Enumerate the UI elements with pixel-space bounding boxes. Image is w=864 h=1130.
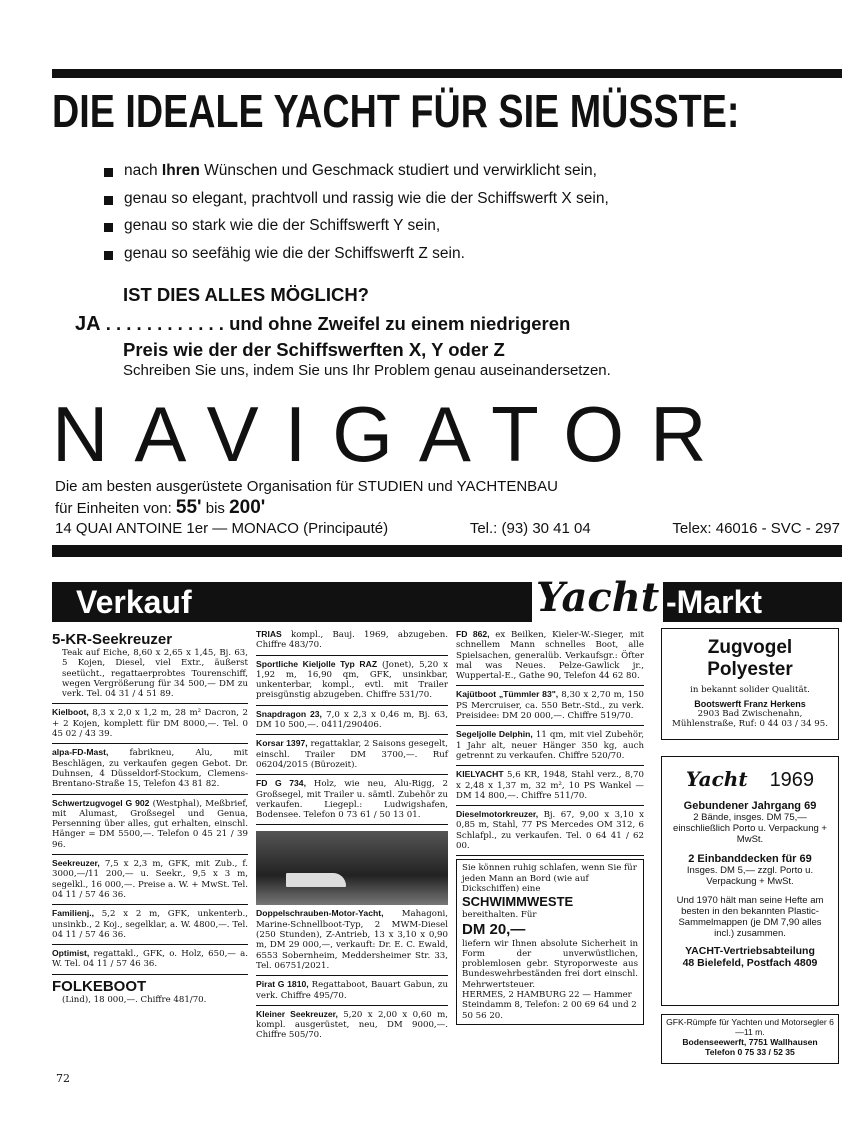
classified-ad: FOLKEBOOT (Lind), 18 000,—. Chiffre 481/70.: [52, 977, 207, 1005]
classified-ad: FD G 734, Holz, wie neu, Alu-Rigg, 2 Großsegel, mit Trailer u. sämtl. Zubehör zu verkaufen. Liegepl.: Ludwigshafen, Bodensee. Telefon 0 73 61 / 50 13 01.: [256, 775, 448, 825]
classified-ad: Sportliche Kieljolle Typ RAZ (Jonet), 5,20 x 1,92 m, 16,90 qm, GFK, unsinkbar, unkenterbar, kompl., evtl. mit Trailer preisgünstig abzugeben. Chiffre 531/70.: [256, 656, 448, 706]
banner-verkauf: Verkauf: [76, 584, 192, 620]
answer-ja: JA: [75, 313, 101, 335]
telephone: Tel.: (93) 30 41 04: [469, 520, 591, 537]
life-vest-ad: Sie können ruhig schlafen, wenn Sie für jeden Mann an Bord (wie auf Dickschiffen) eine SCHWIMMWESTE bereithalten. Für DM 20,— liefern wir Ihnen absolute Sicherheit in Form der unverwüstlichen, problemlosen gebr. Styroporweste aus Bundeswehrbeständen frei dort einschl. Mehrwertsteuer. HERMES, 2 HAMBURG 22 — Hammer Steindamm 8, Telefon: 2 00 69 64 und 2 50 56 20.: [456, 859, 644, 1025]
classified-ad: Segeljolle Delphin, 11 qm, mit viel Zubehör, 1 Jahr alt, neuer Hänger 350 kg, auch getrennt zu verkaufen. Chiffre 520/70.: [456, 726, 644, 766]
classified-ad: FD 862, ex Beilken, Kieler-W.-Sieger, mit schnellem Mann schnelles Boot, alle Spielsachen, generalüb. Verkaufsgr.: Öfter mal was Neues. Pelze-Gawlick jr., Wuppertal-E., Gathe 90, Telefon 44 62 80.: [456, 626, 644, 686]
units-to: 200': [229, 497, 266, 518]
address-line: [55, 520, 840, 537]
answer-line-1: [75, 313, 570, 336]
classified-ad: Seekreuzer, 7,5 x 2,3 m, GFK, mit Zub., f. 3000,—/11 200,— u. Seekr., 9,5 x 3 m, segelkl., 16 000,—. Preise a. W. + MwSt. Tel. 04 11 / 57 46 36.: [52, 855, 248, 905]
brand-navigator: NAVIGATOR: [52, 390, 733, 478]
bottom-rule: [52, 545, 842, 557]
vest-title: SCHWIMMWESTE: [462, 894, 574, 910]
gfk-ad: GFK-Rümpfe für Yachten und Motorsegler 6—11 m. Bodenseewerft, 7751 Wallhausen Telefon 0 75 33 / 52 35: [661, 1014, 839, 1064]
ads-column-2: [256, 626, 448, 1045]
classified-ad: Snapdragon 23, 7,0 x 2,3 x 0,46 m, Bj. 63, DM 10 500,—. 0411/290406.: [256, 706, 448, 736]
classified-ad: KIELYACHT 5,6 KR, 1948, Stahl verz., 8,70 x 2,48 x 1,37 m, 32 m², 10 PS Wankel — DM 14 800,—. Chiffre 511/70.: [456, 766, 644, 806]
classified-ad: 5-KR-Seekreuzer Teak auf Eiche, 8,60 x 2,65 x 1,45, Bj. 63, 5 Kojen, Diesel, viel Extr., äußerst seetücht., regattaerprobtes Tourenschiff, wegen Vergrößerung für 34 500,— DM zu verk. Tel. 04 31 / 4 51 89.: [52, 628, 248, 704]
question: IST DIES ALLES MÖGLICH?: [123, 284, 369, 305]
banner-markt: -Markt: [666, 584, 763, 620]
yacht-1969-ad: Yacht 1969 Gebundener Jahrgang 69 2 Bände, insges. DM 75,— einschließlich Porto u. Verpackung + MwSt. 2 Einbanddecken für 69 Insges. DM 5,— zzgl. Porto u. Verpackung + MwSt. Und 1970 hält man seine Hefte am besten in den bekannten Plastic-Sammelmappen (je DM 7,90 alles incl.) zusammen. YACHT-Vertriebsabteilung 48 Bielefeld, Postfach 4809: [661, 756, 839, 1006]
zugvogel-ad: Zugvogel Polyester in bekannt solider Qualität. Bootswerft Franz Herkens 2903 Bad Zwischenahn, Mühlenstraße, Ruf: 0 44 03 / 34 95.: [661, 628, 839, 740]
classified-ad: Kielboot, 8,3 x 2,0 x 1,2 m, 28 m² Dacron, 2 + 2 Kojen, komplett für DM 8000,—. Tel. 0 45 02 / 43 39.: [52, 704, 248, 744]
bullet-item: genau so elegant, prachtvoll und rassig wie die der Schiffswerft X sein,: [104, 188, 609, 216]
units-from: 55': [175, 497, 202, 518]
answer-line-3: Schreiben Sie uns, indem Sie uns Ihr Problem genau auseinandersetzen.: [123, 362, 611, 379]
yacht-1969-header: Yacht 1969: [685, 767, 815, 791]
address: 14 QUAI ANTOINE 1er — MONACO (Principauté): [55, 520, 389, 537]
classified-ad: Kleiner Seekreuzer, 5,20 x 2,00 x 0,60 m, kompl. ausgerüstet, neu, DM 9000,—. Chiffre 505/70.: [256, 1008, 448, 1041]
ads-column-3: [456, 626, 644, 1025]
motor-yacht-photo: [256, 831, 448, 905]
top-rule: [52, 69, 842, 78]
vest-price: DM 20,—: [462, 920, 526, 938]
classified-ad: Schwertzugvogel G 902 (Westphal), Meßbrief, mit Alumast, Großsegel und Genua, Persenning über alles, gut erhalten, einschl. Hänger = DM 5500,—. Telefon 0 45 21 / 39 96.: [52, 795, 248, 855]
banner-yacht-logo: Yacht: [532, 572, 663, 624]
classified-ad: Optimist, regattakl., GFK, o. Holz, 650,— a. W. Tel. 04 11 / 57 46 36.: [52, 945, 248, 975]
page-number: 72: [56, 1072, 70, 1085]
yacht-logo: Yacht: [685, 767, 748, 791]
answer-line-2: Preis wie der der Schiffswerften X, Y oder Z: [123, 339, 505, 360]
classified-ad: Familienj., 5,2 x 2 m, GFK, unkenterb., unsinkb., 2 Koj., segelklar, a. W. 4800,—. Tel. 04 11 / 57 46 36.: [52, 905, 248, 945]
ads-column-1: [52, 628, 248, 1009]
bullet-item: genau so seefähig wie die der Schiffswerft Z sein.: [104, 243, 609, 271]
classified-ad: TRIAS kompl., Bauj. 1969, abzugeben. Chiffre 483/70.: [256, 626, 448, 656]
classified-ad: Dieselmotorkreuzer, Bj. 67, 9,00 x 3,10 x 0,85 m, Stahl, 77 PS Mercedes OM 312, 6 Schlafpl., zu verkaufen. Tel. 0 64 41 / 62 00.: [456, 806, 644, 856]
units-line: für Einheiten von: 55' bis 200': [55, 497, 266, 518]
bullet-list: [104, 160, 609, 270]
classified-ad: Kajütboot „Tümmler 83", 8,30 x 2,70 m, 150 PS Mercruiser, ca. 550 Betr.-Std., zu verk. Preisidee: DM 20 000,—. Chiffre 519/70.: [456, 686, 644, 726]
org-line: Die am besten ausgerüstete Organisation für STUDIEN und YACHTENBAU: [55, 478, 558, 495]
classified-ad: Pirat G 1810, Regattaboot, Bauart Gabun, zu verk. Chiffre 495/70.: [256, 976, 448, 1006]
classified-ad: Doppelschrauben-Motor-Yacht, Mahagoni, Marine-Schnellboot-Typ, 2 MWM-Diesel (250 Stunden), Z-Antrieb, 13 x 3,10 x 0,90 m, DM 29 000,—, verkauft: Dr. E. C. Ewald, 6553 Sobernheim, Meddersheimer Str. 33, Tel. 06751/2021.: [256, 825, 448, 976]
classified-ad: alpa-FD-Mast, fabrikneu, Alu, mit Beschlägen, zu verkaufen gegen Gebot. Dr. Duhnsen, 4 Düsseldorf-Stockum, Clemens-Brentano-Straße 15, Telefon 43 81 82.: [52, 744, 248, 794]
answer-dots: . . . . . . . . . . . . und ohne Zweifel zu einem niedrigeren: [100, 313, 571, 334]
telex: Telex: 46016 - SVC - 297: [672, 520, 840, 537]
classified-ad: Korsar 1397, regattaklar, 2 Saisons gesegelt, einschl. Trailer DM 3700,—. Ruf 06204/2015 (Bürozeit).: [256, 735, 448, 775]
bullet-item: genau so stark wie die der Schiffswerft Y sein,: [104, 215, 609, 243]
market-banner: [52, 574, 842, 622]
headline: DIE IDEALE YACHT FÜR SIE MÜSSTE:: [52, 85, 740, 137]
bullet-item: nach Ihren Wünschen und Geschmack studiert und verwirklicht sein,: [104, 160, 609, 188]
